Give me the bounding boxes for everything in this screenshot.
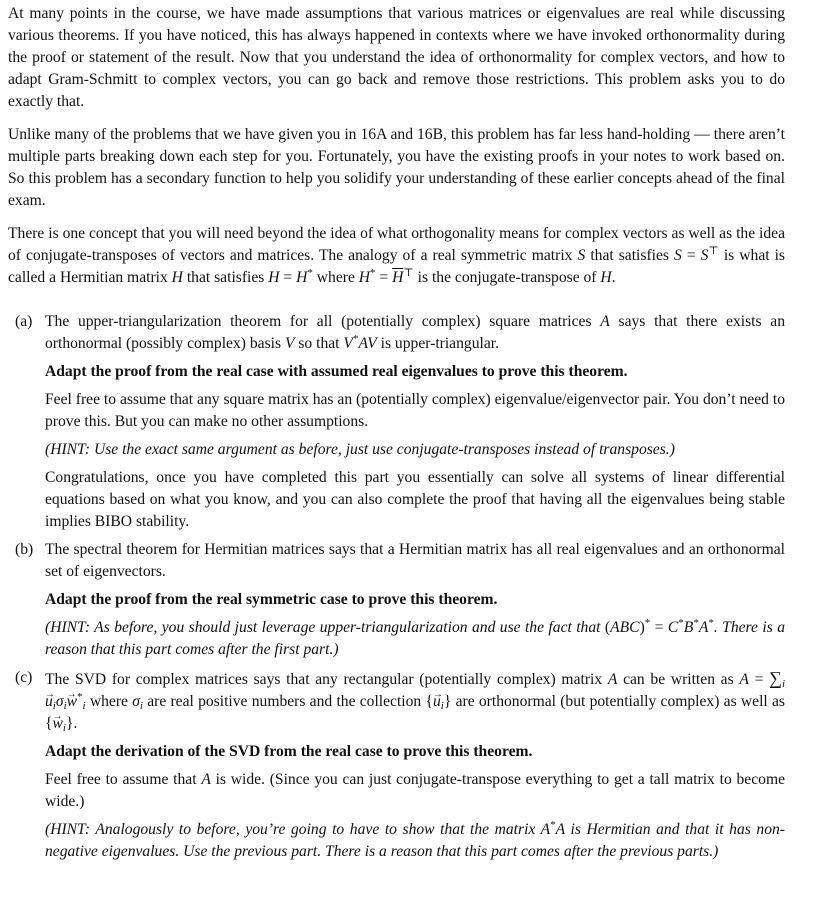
superscript: * bbox=[693, 617, 699, 629]
math-symbol: H bbox=[296, 269, 308, 286]
subscript: i bbox=[440, 700, 444, 712]
text-run: The SVD for complex matrices says that any rectangular (potentially complex) matrix bbox=[45, 671, 608, 688]
subscript: i bbox=[82, 700, 86, 712]
overline-symbol: $\overline{H}$ bbox=[392, 269, 404, 286]
math-symbol: H bbox=[171, 269, 183, 286]
text-run: The spectral theorem for Hermitian matrices says that a Hermitian matrix has all real eigenvalues and an orthonormal set of eigenvectors. bbox=[45, 541, 785, 580]
problem-part bbox=[8, 311, 785, 533]
part-paragraph bbox=[45, 617, 785, 661]
intro-paragraph bbox=[8, 3, 785, 113]
text-run: is upper-triangular. bbox=[376, 335, 499, 352]
problem-part bbox=[8, 667, 785, 863]
math-operator: = bbox=[681, 247, 701, 264]
part-paragraph bbox=[45, 361, 785, 383]
math-operator: { bbox=[45, 715, 53, 732]
part-paragraph bbox=[45, 311, 785, 355]
math-symbol: C bbox=[667, 619, 679, 636]
superscript: * bbox=[370, 267, 376, 279]
part-paragraph bbox=[45, 539, 785, 583]
math-operator: = bbox=[375, 269, 393, 286]
part-paragraph bbox=[45, 467, 785, 533]
bold-instruction: Adapt the proof from the real case with assumed real eigenvalues to prove this theorem. bbox=[45, 363, 628, 380]
text-run: that satisfies bbox=[585, 247, 674, 264]
math-symbol: A bbox=[739, 671, 749, 688]
part-paragraph bbox=[45, 769, 785, 813]
superscript: * bbox=[352, 333, 359, 345]
part-label: (c) bbox=[15, 669, 33, 686]
superscript: * bbox=[550, 819, 556, 831]
math-symbol: σ bbox=[132, 693, 140, 710]
subscript: i bbox=[52, 700, 56, 712]
intro-paragraph bbox=[8, 223, 785, 289]
part-paragraph bbox=[45, 741, 785, 763]
subscript: i bbox=[139, 700, 143, 712]
vector-symbol: w → bbox=[67, 693, 77, 710]
math-symbol: A bbox=[607, 671, 618, 688]
text-run: is the conjugate-transpose of bbox=[413, 269, 601, 286]
subscript: i bbox=[62, 722, 66, 734]
intro-section bbox=[8, 3, 785, 289]
math-symbol: σ bbox=[55, 693, 64, 710]
text-run: At many points in the course, we have made assumptions that various matrices or eigenvalues are real while discussing various theorems. If you have noticed, this has always happened in contexts where we have invoked orthonormality during the proof or statement of the result. Now that you understand the idea of orthonormality for complex vectors, and how to adapt Gram-Schmitt to complex vectors, you can go back and remove those restrictions. This problem asks you to do exactly that. bbox=[8, 5, 785, 110]
math-symbol: V bbox=[284, 335, 295, 352]
math-operator: = bbox=[748, 671, 770, 688]
text-run: so that bbox=[294, 335, 344, 352]
part-label: (b) bbox=[15, 541, 34, 558]
math-operator: ) bbox=[639, 619, 645, 636]
subscript: i bbox=[63, 700, 67, 712]
text-run: are orthonormal (but potentially complex) as well as bbox=[451, 693, 785, 710]
math-symbol: A bbox=[600, 313, 610, 330]
text-run: Feel free to assume that any square matrix has an (potentially complex) eigenvalue/eigenvector pair. You don’t need to prove this. But you can make no other assumptions. bbox=[45, 391, 785, 430]
math-symbol: A bbox=[698, 619, 709, 636]
part-paragraph bbox=[45, 389, 785, 433]
hint-text: (HINT: As before, you should just leverage upper-triangularization and use the fact that bbox=[45, 619, 605, 636]
math-symbol: AV bbox=[358, 335, 377, 352]
vector-symbol: w → bbox=[53, 715, 63, 732]
summation-symbol: ∑ bbox=[769, 668, 782, 688]
math-operator: = bbox=[279, 269, 297, 286]
math-symbol: A bbox=[540, 821, 551, 838]
math-operator: ( bbox=[604, 619, 611, 636]
math-symbol: S bbox=[577, 247, 586, 264]
math-symbol: A bbox=[555, 821, 565, 838]
text-run: Unlike many of the problems that we have given you in 16A and 16B, this problem has far less hand-holding — there aren’t multiple parts breaking down each step for you. Fortunately, you have the existing proofs in your notes to work based on. So this problem has a secondary function to help you solidify your understanding of these earlier concepts ahead of the final exam. bbox=[8, 126, 785, 209]
part-paragraph bbox=[45, 589, 785, 611]
text-run: are real positive numbers and the collection bbox=[142, 693, 426, 710]
text-run: Feel free to assume that bbox=[45, 771, 202, 788]
text-run: . bbox=[73, 715, 78, 732]
part-paragraph bbox=[45, 439, 785, 461]
text-run: can be written as bbox=[617, 671, 740, 688]
text-run: is wide. (Since you can just conjugate-transpose everything to get a tall matrix to become wide.) bbox=[45, 771, 785, 810]
problem-parts-list bbox=[8, 311, 785, 863]
subscript: i bbox=[781, 678, 785, 690]
intro-paragraph bbox=[8, 124, 785, 212]
math-symbol: H bbox=[600, 269, 612, 286]
text-run: Congratulations, once you have completed this part you essentially can solve all systems of linear differential equations based on what you know, and you can also complete the proof that having all the eigenvalues being stable implies BIBO stability. bbox=[45, 469, 785, 530]
text-run: where bbox=[85, 693, 133, 710]
text-run: says that there exists an orthonormal (possibly complex) basis bbox=[45, 313, 785, 352]
superscript: * bbox=[644, 617, 651, 629]
superscript: * bbox=[708, 617, 714, 629]
text-run: . bbox=[611, 269, 616, 286]
vector-symbol: u → bbox=[433, 693, 441, 710]
math-operator: } bbox=[65, 715, 74, 732]
hint-text: is Hermitian and that it has non-negative eigenvalues. Use the previous part. There is a reason that this part comes after the previous parts.) bbox=[45, 821, 785, 860]
part-label: (a) bbox=[15, 313, 33, 330]
math-operator: } bbox=[443, 693, 452, 710]
math-symbol: S bbox=[700, 247, 709, 264]
problem-document bbox=[8, 3, 785, 869]
math-symbol: H bbox=[268, 269, 280, 286]
superscript: * bbox=[77, 691, 83, 703]
text-run: The upper-triangularization theorem for all (potentially complex) square matrices bbox=[45, 313, 601, 330]
math-symbol: H bbox=[358, 269, 371, 286]
text-run: where bbox=[312, 269, 359, 286]
superscript: * bbox=[678, 617, 684, 629]
text-run: is what is called a Hermitian matrix bbox=[8, 247, 786, 286]
math-symbol: A bbox=[201, 771, 211, 788]
bold-instruction: Adapt the proof from the real symmetric case to prove this theorem. bbox=[45, 591, 498, 608]
hint-text: . There is a reason that this part comes after the first part.) bbox=[45, 619, 785, 658]
superscript: ⊤ bbox=[708, 245, 719, 257]
part-paragraph bbox=[45, 667, 785, 735]
bold-instruction: Adapt the derivation of the SVD from the real case to prove this theorem. bbox=[45, 743, 533, 760]
math-symbol: S bbox=[674, 247, 682, 264]
hint-text: (HINT: Use the exact same argument as before, just use conjugate-transposes instead of transposes.) bbox=[45, 441, 675, 458]
math-operator: { bbox=[425, 693, 433, 710]
math-symbol: ABC bbox=[610, 619, 640, 636]
superscript: ⊤ bbox=[403, 267, 414, 279]
vector-symbol: u → bbox=[45, 693, 53, 710]
superscript: * bbox=[307, 267, 313, 279]
math-symbol: V bbox=[343, 335, 353, 352]
part-paragraph bbox=[45, 819, 785, 863]
math-operator: = bbox=[650, 619, 668, 636]
math-symbol: B bbox=[683, 619, 694, 636]
text-run: There is one concept that you will need beyond the idea of what orthogonality means for complex vectors as well as the idea of conjugate-transposes of vectors and matrices. The analogy of a real symmetric matrix bbox=[8, 225, 785, 264]
text-run: that satisfies bbox=[182, 269, 269, 286]
hint-text: (HINT: Analogously to before, you’re going to have to show that the matrix bbox=[45, 821, 541, 838]
problem-part bbox=[8, 539, 785, 661]
